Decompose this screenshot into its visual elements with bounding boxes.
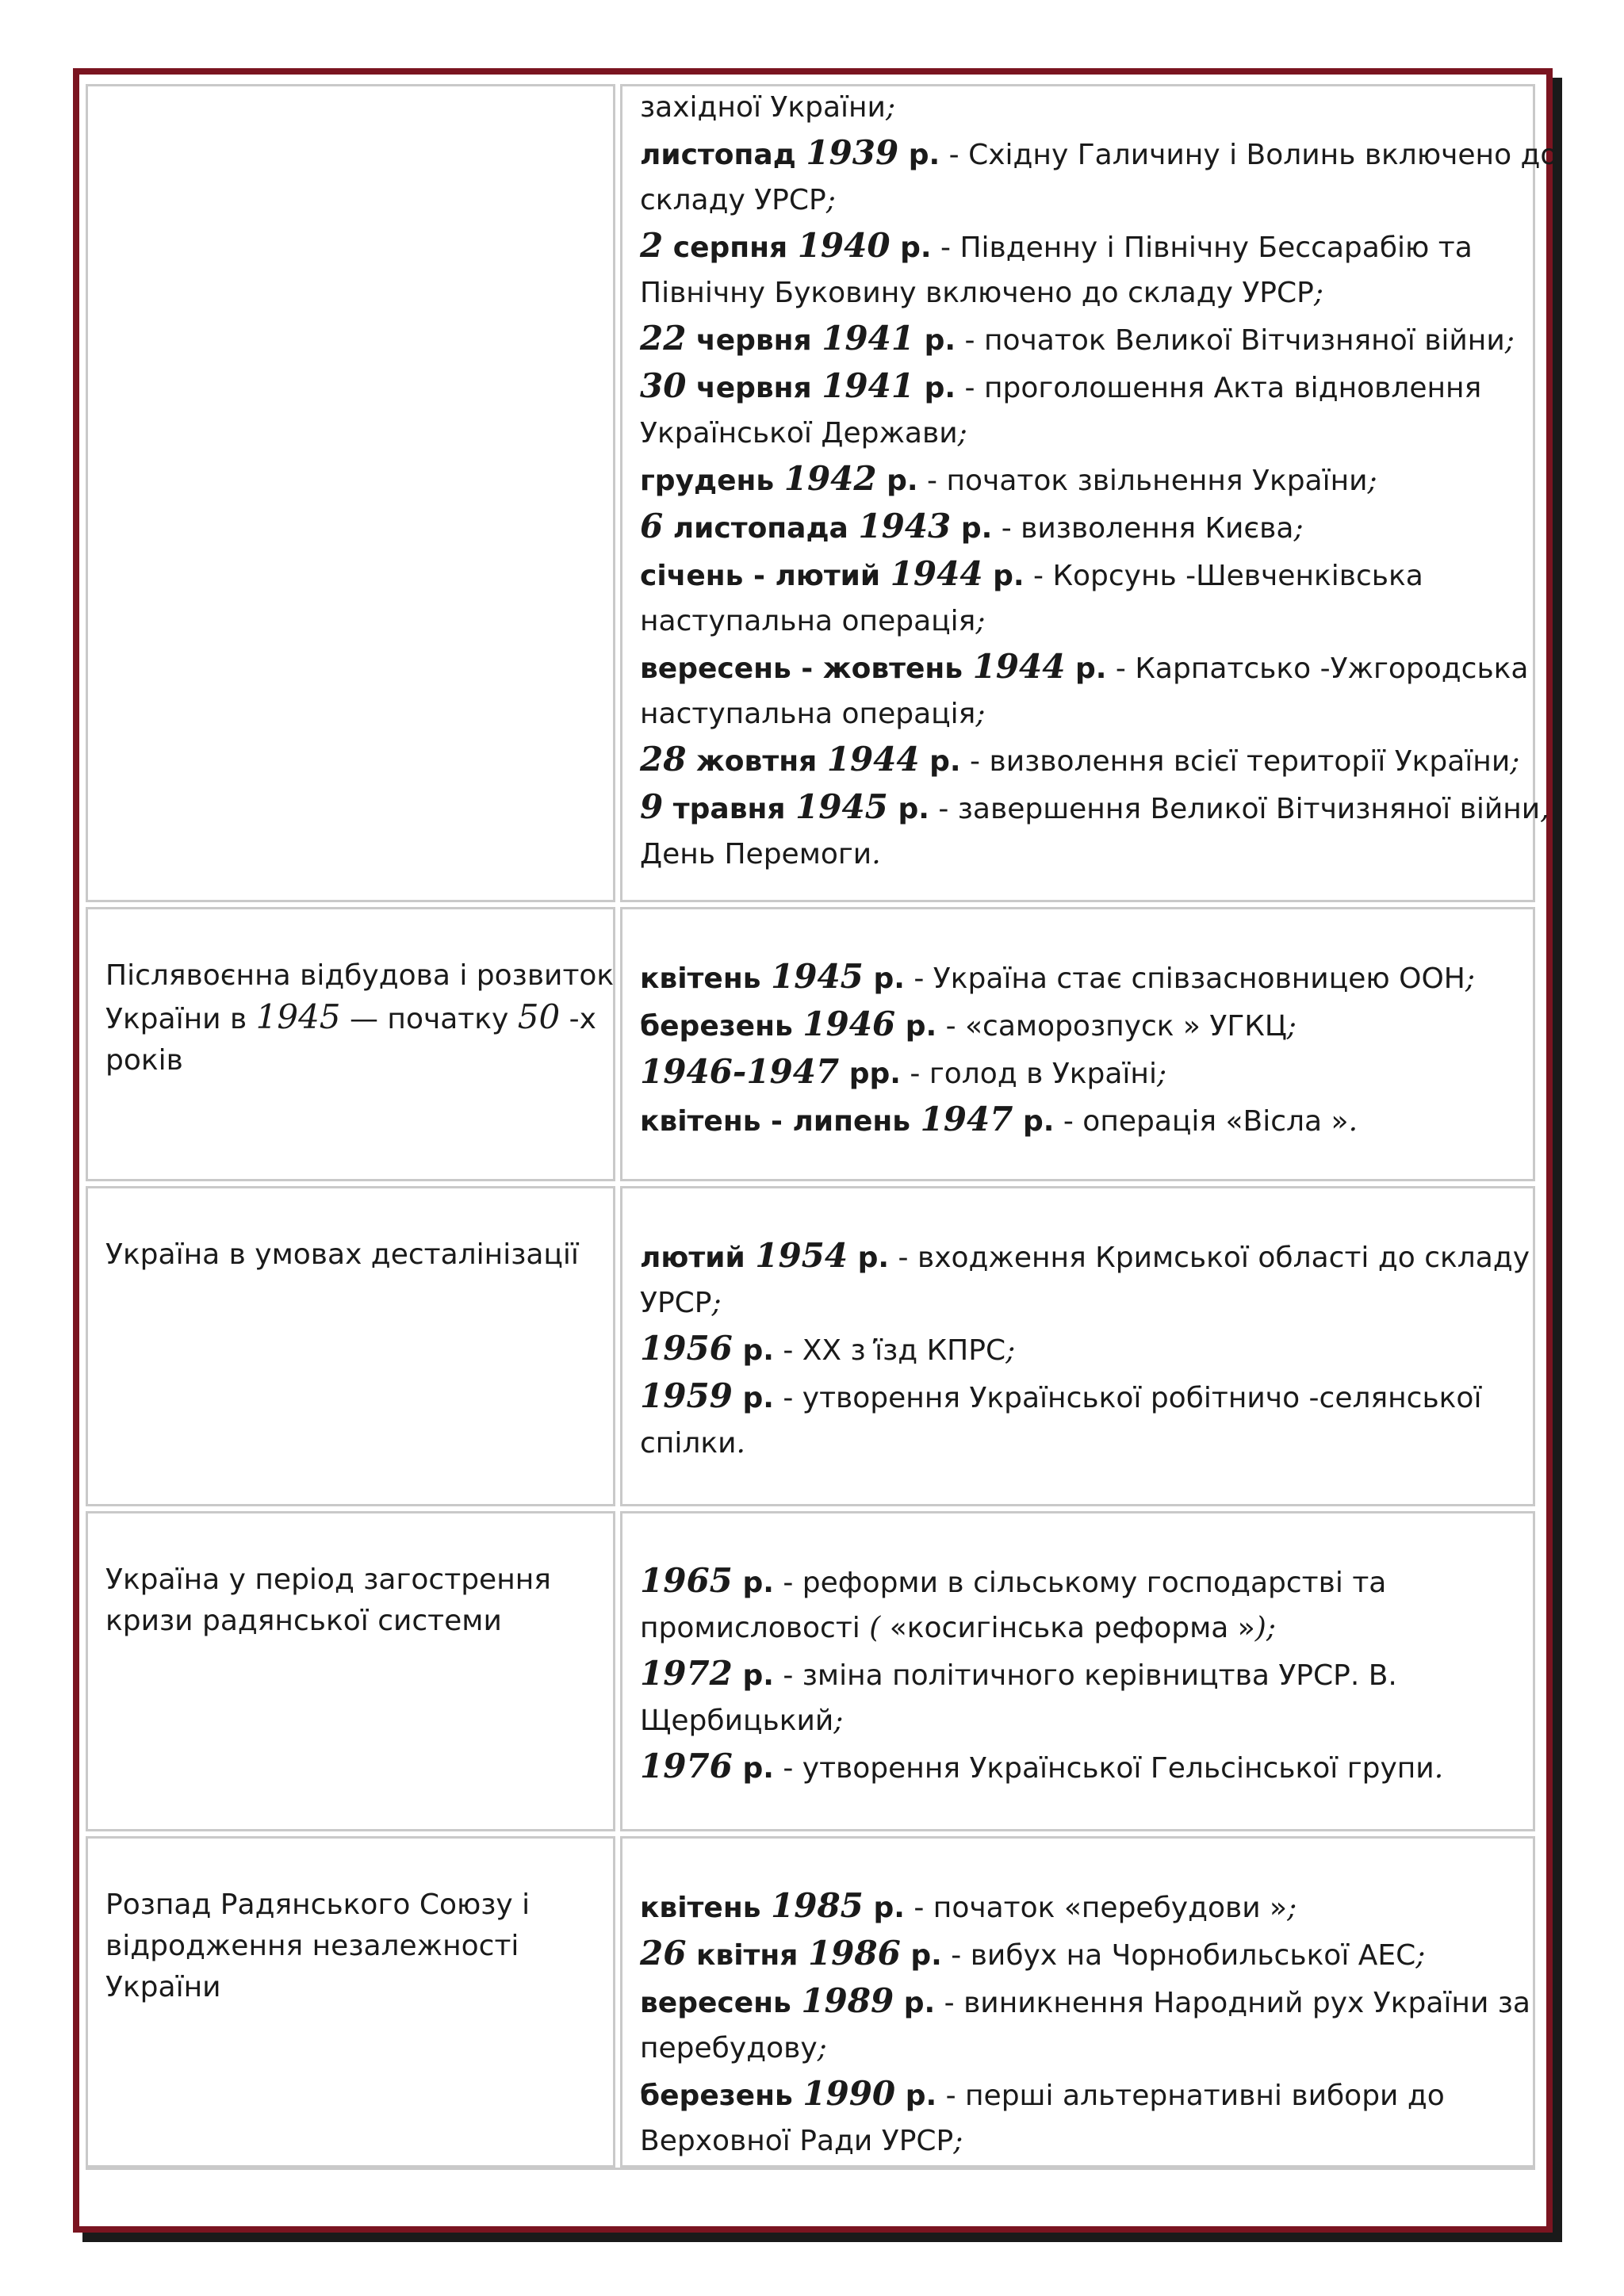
text-line — [640, 2026, 1519, 2071]
table-row — [79, 1836, 1546, 2168]
events-cell — [620, 84, 1558, 902]
text-run: ; — [817, 2032, 827, 2064]
text-run: р. — [876, 465, 918, 497]
text-line — [640, 223, 1519, 270]
text-run: Щербицький — [640, 1705, 834, 1737]
text-run: вересень — [640, 1987, 802, 2019]
text-run: жовтня — [686, 745, 827, 778]
text-run: - визволення всієї території України — [960, 745, 1511, 778]
text-run: р. — [887, 793, 929, 825]
text-run: квітень — [640, 962, 772, 995]
text-run: вересень - жовтень — [640, 652, 973, 685]
text-run: промисловості — [640, 1612, 870, 1644]
text-line — [640, 316, 1519, 363]
text-run: р. — [732, 1752, 774, 1785]
text-run: - входження Кримської області до складу — [889, 1242, 1530, 1274]
text-run: рр. — [839, 1058, 901, 1090]
text-line — [640, 1421, 1519, 1466]
text-line — [640, 1978, 1530, 2026]
text-run: - проголошення Акта відновлення — [956, 372, 1482, 404]
text-run: ; — [1367, 465, 1377, 497]
period-text — [105, 1234, 597, 1276]
text-line — [640, 85, 1519, 130]
text-run: . — [1348, 1105, 1358, 1138]
text-line — [640, 1233, 1530, 1280]
text-run: Післявоєнна відбудова і розвиток — [105, 959, 615, 992]
text-run: р. — [732, 1567, 774, 1599]
text-run: 6 — [640, 507, 664, 545]
text-run: травня — [663, 793, 795, 825]
text-run: р. — [900, 1939, 942, 1972]
text-run: Україна у період загострення — [105, 1563, 551, 1596]
text-run: західної України — [640, 91, 886, 124]
text-line — [640, 1651, 1519, 1698]
text-run: 1939 — [806, 133, 899, 172]
text-line — [640, 1280, 1519, 1326]
text-run: спілки — [640, 1427, 737, 1460]
text-line — [640, 1605, 1519, 1651]
text-line — [640, 130, 1558, 178]
text-run: ); — [1254, 1612, 1276, 1644]
text-run: - визволення Києва — [992, 512, 1294, 545]
text-run: перебудову — [640, 2032, 818, 2064]
text-run: р. — [982, 560, 1025, 592]
events-cell — [620, 907, 1535, 1181]
text-run: . — [1434, 1752, 1444, 1785]
text-run: 1945 — [255, 997, 341, 1036]
text-run: 28 — [640, 740, 687, 779]
text-run: ; — [1005, 1334, 1016, 1367]
period-cell — [86, 907, 615, 1181]
text-run: р. — [898, 139, 940, 171]
period-cell — [86, 1186, 615, 1506]
text-run: ; — [1465, 962, 1475, 995]
text-run: кризи радянської системи — [105, 1605, 502, 1637]
text-run: р. — [895, 2080, 937, 2112]
text-run: 2 — [640, 226, 664, 265]
text-run: 1945 — [795, 787, 888, 826]
text-run: України в — [105, 1003, 256, 1035]
text-run: - перші альтернативні вибори до — [936, 2080, 1445, 2112]
text-line — [640, 1326, 1519, 1373]
text-run: наступальна операція — [640, 698, 976, 730]
text-run: - Карпатсько -Ужгородська — [1106, 652, 1529, 685]
text-run: 1944 — [972, 647, 1066, 686]
text-run: ; — [1504, 324, 1515, 357]
text-run: -х — [560, 1003, 596, 1035]
text-run: 1941 — [822, 366, 915, 405]
text-run: квітень - липень — [640, 1105, 921, 1138]
text-run: р. — [895, 1010, 937, 1043]
text-line — [640, 178, 1519, 223]
text-line — [640, 737, 1519, 784]
text-run: 9 — [640, 787, 664, 826]
text-line — [105, 1559, 597, 1601]
events-text — [640, 85, 1558, 877]
text-run: р. — [914, 324, 956, 357]
text-run: Верховної Ради УРСР — [640, 2125, 954, 2157]
text-run: ; — [1293, 512, 1304, 545]
text-run: 1989 — [801, 1981, 894, 2020]
text-run: ; — [975, 698, 986, 730]
text-run: років — [105, 1044, 183, 1077]
text-line — [105, 1926, 597, 1967]
text-run: березень — [640, 2080, 803, 2112]
text-line — [640, 954, 1519, 1001]
text-line — [105, 1601, 597, 1642]
period-cell — [86, 1836, 615, 2168]
text-run: , — [1540, 793, 1549, 825]
text-run: р. — [732, 1382, 774, 1414]
text-run: ; — [1415, 1939, 1426, 1972]
text-run: наступальна операція — [640, 605, 976, 637]
text-line — [640, 644, 1529, 691]
text-run: 1940 — [797, 226, 891, 265]
text-run: - реформи в сільському господарстві та — [773, 1567, 1387, 1599]
text-run: 22 — [640, 319, 687, 358]
text-run: - утворення Української робітничо -селянської — [773, 1382, 1482, 1414]
text-run: 1965 — [640, 1561, 733, 1600]
text-run: ; — [1313, 277, 1323, 309]
text-run: складу УРСР — [640, 184, 826, 216]
text-line — [640, 551, 1519, 599]
text-run: Північну Буковину включено до складу УРСР — [640, 277, 1314, 309]
text-run: - операція «Вісла » — [1054, 1105, 1349, 1138]
text-run: 1945 — [771, 957, 864, 996]
text-run: України — [105, 1971, 221, 2003]
document-frame — [73, 68, 1558, 2233]
text-run: ; — [1510, 745, 1520, 778]
text-run: - ХХ з ̕їзд КПРС — [773, 1334, 1006, 1367]
text-run: 1944 — [890, 554, 983, 593]
text-run: - завершення Великої Вітчизняної війни — [929, 793, 1541, 825]
text-run: квітня — [686, 1939, 808, 1972]
text-run: р. — [732, 1659, 774, 1692]
text-line — [105, 955, 615, 997]
text-line — [640, 1096, 1519, 1144]
text-run: - голод в Україні — [900, 1058, 1157, 1090]
events-text — [640, 1883, 1530, 2164]
text-run: р. — [848, 1242, 890, 1274]
text-run: 1942 — [783, 459, 877, 498]
period-text — [105, 1559, 597, 1642]
text-run: «косигінська реформа » — [880, 1612, 1255, 1644]
text-run: січень - лютий — [640, 560, 891, 592]
text-line — [640, 784, 1549, 832]
text-run: 1947 — [920, 1100, 1013, 1138]
text-line — [105, 997, 597, 1040]
text-run: серпня — [663, 232, 798, 264]
text-run: 1986 — [807, 1934, 901, 1973]
text-run: р. — [1065, 652, 1107, 685]
text-run: 1946 — [802, 1004, 896, 1043]
text-run: р. — [894, 1987, 936, 2019]
text-run: - зміна політичного керівництва УРСР. В. — [773, 1659, 1397, 1692]
text-line — [640, 1001, 1519, 1049]
text-run: р. — [914, 372, 956, 404]
text-run: - утворення Української Гельсінської групи — [773, 1752, 1434, 1785]
text-run: ; — [1286, 1010, 1297, 1043]
text-run: ; — [711, 1287, 722, 1319]
text-run: березень — [640, 1010, 803, 1043]
text-run: День Перемоги — [640, 838, 872, 871]
text-line — [640, 363, 1519, 411]
text-run: листопад — [640, 139, 806, 171]
text-line — [640, 1743, 1519, 1791]
table-row — [79, 84, 1558, 902]
text-run: р. — [919, 745, 961, 778]
text-run: р. — [863, 1892, 905, 1924]
text-line — [105, 1234, 597, 1276]
text-run: - вибух на Чорнобильської АЕС — [941, 1939, 1416, 1972]
text-run: 1985 — [771, 1886, 864, 1925]
events-cell — [620, 1836, 1535, 2168]
text-run: ; — [975, 605, 986, 637]
text-run: 1972 — [640, 1654, 733, 1693]
events-text — [640, 1233, 1530, 1466]
text-run: відродження незалежності — [105, 1930, 519, 1962]
text-line — [640, 2118, 1519, 2164]
text-line — [640, 1698, 1519, 1743]
text-run: 1976 — [640, 1747, 733, 1785]
text-line — [640, 411, 1519, 456]
text-run: 26 — [640, 1934, 687, 1973]
text-run: ; — [825, 184, 836, 216]
text-run: ; — [953, 2125, 963, 2157]
text-run: — початку — [340, 1003, 518, 1035]
text-run: ; — [833, 1705, 844, 1737]
text-run: 1941 — [822, 319, 915, 358]
text-run: р. — [732, 1334, 774, 1367]
text-run: . — [736, 1427, 745, 1460]
text-run: - «саморозпуск » УГКЦ — [936, 1010, 1287, 1043]
text-run: 1956 — [640, 1329, 733, 1368]
text-line — [105, 1885, 597, 1926]
text-run: 30 — [640, 366, 687, 405]
text-run: - Україна стає співзасновницею ООН — [904, 962, 1465, 995]
text-run: квітень — [640, 1892, 772, 1924]
text-run: Розпад Радянського Союзу і — [105, 1888, 530, 1921]
text-line — [640, 1049, 1519, 1096]
text-run: - Східну Галичину і Волинь включено до — [940, 139, 1558, 171]
text-run: ; — [1287, 1892, 1297, 1924]
text-run: - початок звільнення України — [917, 465, 1368, 497]
text-run: Україна в умовах десталінізації — [105, 1238, 579, 1271]
text-run: листопада — [663, 512, 859, 545]
text-run: р. — [863, 962, 905, 995]
period-text — [105, 1885, 597, 2008]
text-run: - початок Великої Вітчизняної війни — [956, 324, 1505, 357]
events-text — [640, 954, 1519, 1144]
text-run: червня — [686, 324, 822, 357]
text-run: 1946-1947 — [640, 1052, 840, 1091]
text-run: 1943 — [858, 507, 952, 545]
table-bottom-border — [86, 2168, 1535, 2170]
text-run: - Корсунь -Шевченківська — [1024, 560, 1423, 592]
text-line — [640, 456, 1519, 503]
text-run: грудень — [640, 465, 784, 497]
text-line — [640, 1558, 1519, 1605]
text-run: 1944 — [826, 740, 920, 779]
text-line — [640, 599, 1519, 644]
text-line — [640, 270, 1519, 316]
period-cell — [86, 84, 615, 902]
text-line — [640, 1931, 1519, 1978]
text-run: Української Держави — [640, 417, 958, 450]
text-run: червня — [686, 372, 822, 404]
text-run: - початок «перебудови » — [904, 1892, 1288, 1924]
text-line — [640, 1373, 1519, 1421]
text-run: р. — [951, 512, 993, 545]
text-run: . — [871, 838, 881, 871]
text-run: - Південну і Північну Бессарабію та — [931, 232, 1473, 264]
text-line — [640, 2071, 1519, 2118]
text-run: УРСР — [640, 1287, 712, 1319]
text-run: 50 — [517, 997, 561, 1036]
text-run: 1954 — [755, 1236, 848, 1275]
text-run: 1990 — [802, 2074, 896, 2113]
text-run: р. — [890, 232, 932, 264]
text-run: 1959 — [640, 1376, 733, 1415]
text-line — [105, 1967, 597, 2008]
text-run: ; — [957, 417, 967, 450]
events-text — [640, 1558, 1519, 1791]
table-row — [79, 907, 1546, 1181]
text-line — [640, 691, 1519, 737]
text-line — [640, 503, 1519, 551]
text-line — [640, 832, 1519, 877]
events-cell — [620, 1511, 1535, 1831]
text-run: р. — [1013, 1105, 1055, 1138]
text-run: ; — [885, 91, 896, 124]
text-line — [105, 1040, 597, 1081]
period-text — [105, 955, 615, 1081]
events-cell — [620, 1186, 1535, 1506]
text-line — [640, 1883, 1519, 1931]
table-row — [79, 1511, 1546, 1831]
text-run: - виникнення Народний рух України за — [935, 1987, 1530, 2019]
period-cell — [86, 1511, 615, 1831]
table-row — [79, 1186, 1546, 1506]
text-run: ; — [1156, 1058, 1167, 1090]
text-run: лютий — [640, 1242, 756, 1274]
text-run: ( — [869, 1612, 881, 1644]
